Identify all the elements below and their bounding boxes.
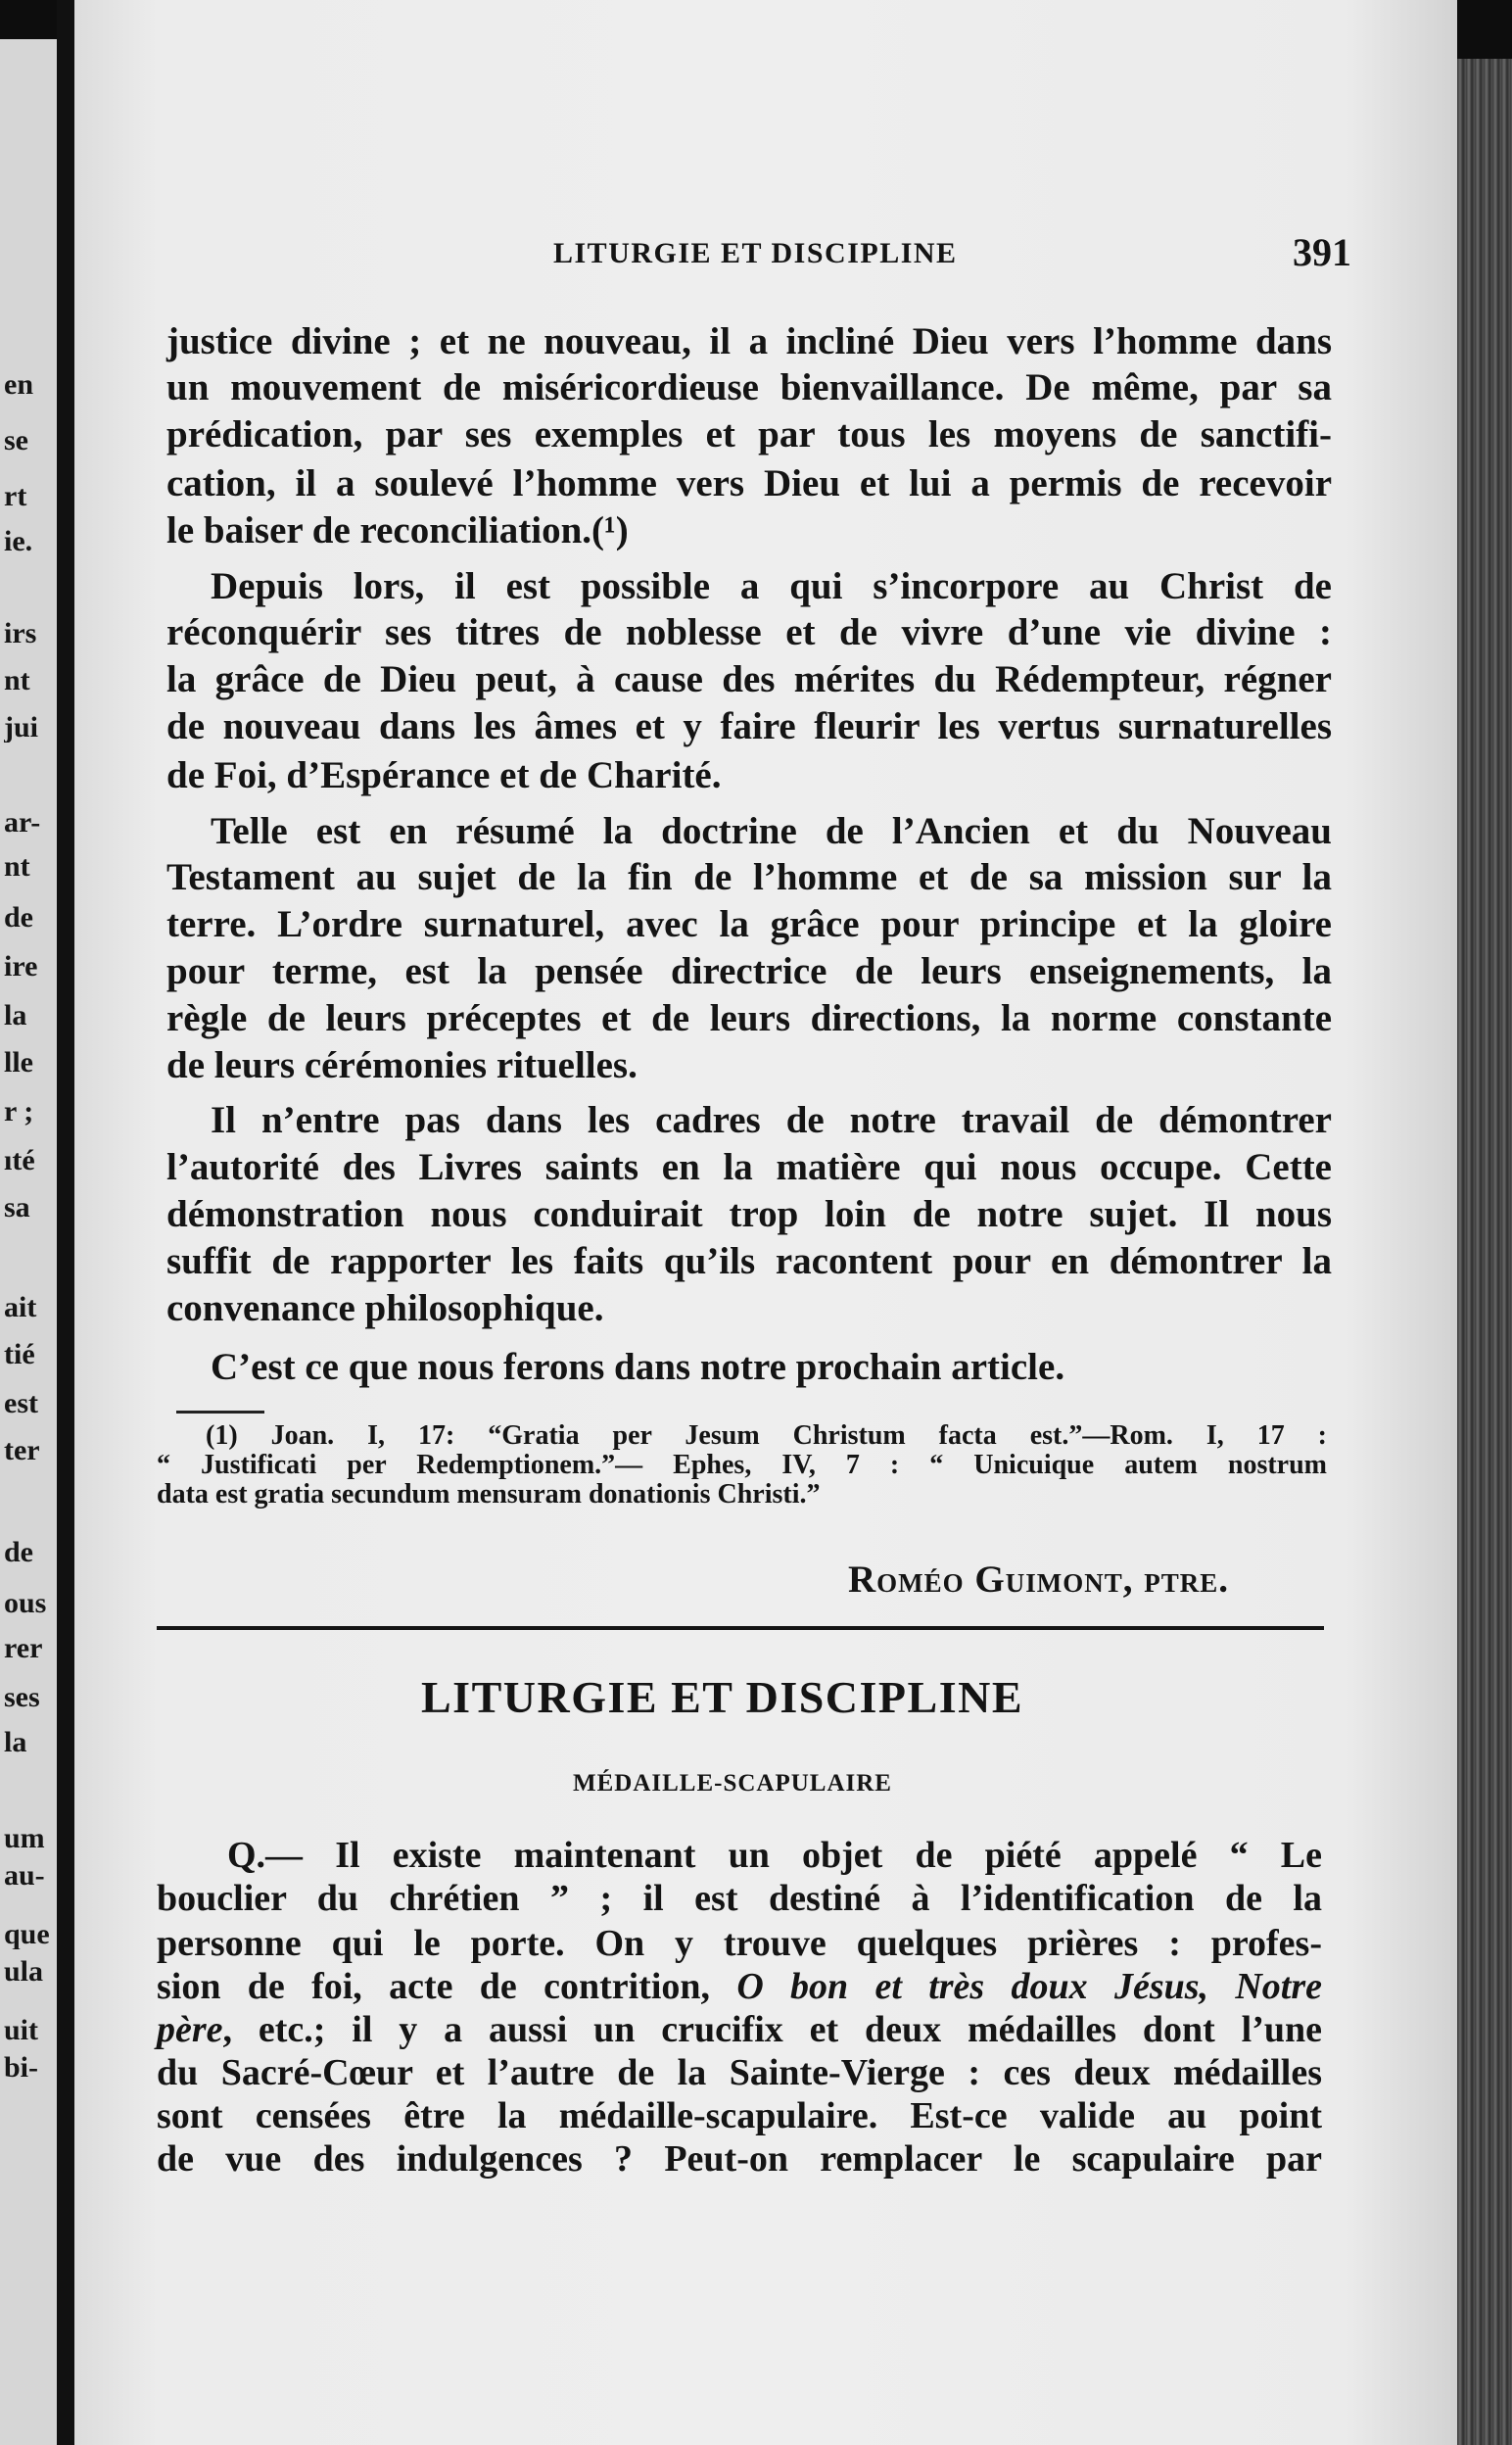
body-line: terre. L’ordre surnaturel, avec la grâce pour principe et la gloire — [166, 903, 1332, 945]
body-line: la grâce de Dieu peut, à cause des mérites du Rédempteur, régner — [166, 658, 1332, 700]
adjacent-page-fragment: bi- — [4, 2053, 39, 2083]
footnote-line: “ Justificati per Redemptionem.”— Ephes, IV, 7 : “ Unicuique autem nostrum — [157, 1450, 1327, 1480]
question-line — [157, 2008, 1322, 2051]
adjacent-page-fragment: rt — [4, 482, 27, 511]
body-line: le baiser de reconciliation.(¹) — [166, 509, 629, 551]
adjacent-page-fragment: uit — [4, 2016, 39, 2045]
body-line: pour terme, est la pensée directrice de leurs enseignements, la — [166, 950, 1332, 992]
adjacent-page-fragment: que — [4, 1920, 50, 1949]
body-line: démonstration nous conduirait trop loin de notre sujet. Il nous — [166, 1193, 1332, 1235]
adjacent-page-fragment: r ; — [4, 1097, 34, 1127]
italic-prayer-title: père — [157, 2009, 223, 2050]
adjacent-page-fragment: se — [4, 426, 28, 455]
body-line: justice divine ; et ne nouveau, il a incliné Dieu vers l’homme dans — [166, 320, 1332, 362]
footnote-rule — [176, 1411, 264, 1414]
footnote-line: data est gratia secundum mensuram donationis Christi.” — [157, 1479, 821, 1510]
adjacent-page-strip — [0, 39, 57, 2445]
body-line: un mouvement de miséricordieuse bienvaillance. De même, par sa — [166, 366, 1332, 408]
body-line: Telle est en résumé la doctrine de l’Ancien et du Nouveau — [211, 810, 1332, 852]
running-head: LITURGIE ET DISCIPLINE — [553, 237, 958, 269]
adjacent-page-fragment: ait — [4, 1293, 37, 1322]
adjacent-page-fragment: rer — [4, 1634, 43, 1663]
question-line: sont censées être la médaille-scapulaire. Est-ce valide au point — [157, 2095, 1322, 2136]
question-line: de vue des indulgences ? Peut-on remplacer le scapulaire par — [157, 2138, 1322, 2180]
adjacent-page-fragment: nt — [4, 666, 30, 695]
adjacent-page-fragment: um — [4, 1824, 45, 1853]
body-line: de nouveau dans les âmes et y faire fleurir les vertus surnaturelles — [166, 705, 1332, 747]
body-line: prédication, par ses exemples et par tous les moyens de sanctifi- — [166, 413, 1332, 455]
adjacent-page-fragment: ses — [4, 1683, 40, 1712]
adjacent-page-fragment: ie. — [4, 527, 33, 556]
italic-prayer-title: O bon et très doux Jésus, Notre — [736, 1966, 1322, 2007]
question-line — [157, 1965, 1322, 2008]
adjacent-page-fragment: au- — [4, 1861, 45, 1891]
adjacent-page-fragment: la — [4, 1728, 27, 1757]
body-line: convenance philosophique. — [166, 1287, 604, 1329]
adjacent-page-fragment: la — [4, 1001, 27, 1031]
body-line: règle de leurs préceptes et de leurs directions, la norme constante — [166, 997, 1332, 1039]
section-subtitle: MÉDAILLE-SCAPULAIRE — [573, 1770, 892, 1797]
adjacent-page-fragment: ter — [4, 1436, 40, 1465]
adjacent-page-fragment: tié — [4, 1340, 35, 1369]
section-divider — [157, 1626, 1324, 1630]
adjacent-page-fragment: ire — [4, 952, 38, 982]
question-line: du Sacré-Cœur et l’autre de la Sainte-Vierge : ces deux médailles — [157, 2052, 1322, 2093]
body-line: Testament au sujet de la fin de l’homme et de sa mission sur la — [166, 856, 1332, 898]
body-line: Il n’entre pas dans les cadres de notre travail de démontrer — [211, 1099, 1332, 1141]
adjacent-page-fragment: de — [4, 903, 33, 933]
body-line: C’est ce que nous ferons dans notre prochain article. — [211, 1346, 1065, 1388]
body-line: réconquérir ses titres de noblesse et de vivre d’une vie divine : — [166, 611, 1332, 653]
question-line-text: , etc.; il y a aussi un crucifix et deux médailles dont l’une — [222, 2009, 1322, 2050]
adjacent-page-fragment: ıté — [4, 1146, 35, 1175]
question-line: bouclier du chrétien ” ; il est destiné à l’identification de la — [157, 1878, 1322, 1919]
adjacent-page-fragment: sa — [4, 1193, 30, 1222]
body-line: Depuis lors, il est possible a qui s’incorpore au Christ de — [211, 565, 1332, 607]
adjacent-page-fragment: ar- — [4, 808, 41, 838]
body-line: suffit de rapporter les faits qu’ils racontent pour en démontrer la — [166, 1240, 1332, 1282]
body-line: l’autorité des Livres saints en la matière qui nous occupe. Cette — [166, 1146, 1332, 1188]
body-line: de Foi, d’Espérance et de Charité. — [166, 754, 722, 796]
adjacent-page-fragment: en — [4, 370, 33, 400]
footnote-line: (1) Joan. I, 17: “Gratia per Jesum Christum facta est.”—Rom. I, 17 : — [206, 1420, 1327, 1451]
page-number: 391 — [1293, 230, 1351, 274]
book-gutter — [57, 0, 76, 2445]
question-line-text: sion de foi, acte de contrition, — [157, 1966, 737, 2007]
author-signature: Roméo Guimont, ptre. — [848, 1558, 1230, 1601]
question-line: Q.— Il existe maintenant un objet de piété appelé “ Le — [227, 1835, 1322, 1876]
adjacent-page-fragment: jui — [4, 713, 39, 743]
body-line: de leurs cérémonies rituelles. — [166, 1044, 638, 1086]
adjacent-page-fragment: est — [4, 1389, 38, 1418]
adjacent-page-fragment: ula — [4, 1957, 44, 1987]
adjacent-page-fragment: irs — [4, 619, 37, 648]
page-stack-edge — [1457, 59, 1512, 2445]
adjacent-page-fragment: nt — [4, 852, 30, 882]
adjacent-page-fragment: de — [4, 1538, 33, 1567]
question-line: personne qui le porte. On y trouve quelques prières : profes- — [157, 1923, 1322, 1964]
adjacent-page-fragment: ous — [4, 1589, 47, 1618]
adjacent-page-fragment: lle — [4, 1048, 33, 1078]
section-title: LITURGIE ET DISCIPLINE — [421, 1672, 1024, 1722]
body-line: cation, il a soulevé l’homme vers Dieu et lui a permis de recevoir — [166, 462, 1332, 504]
